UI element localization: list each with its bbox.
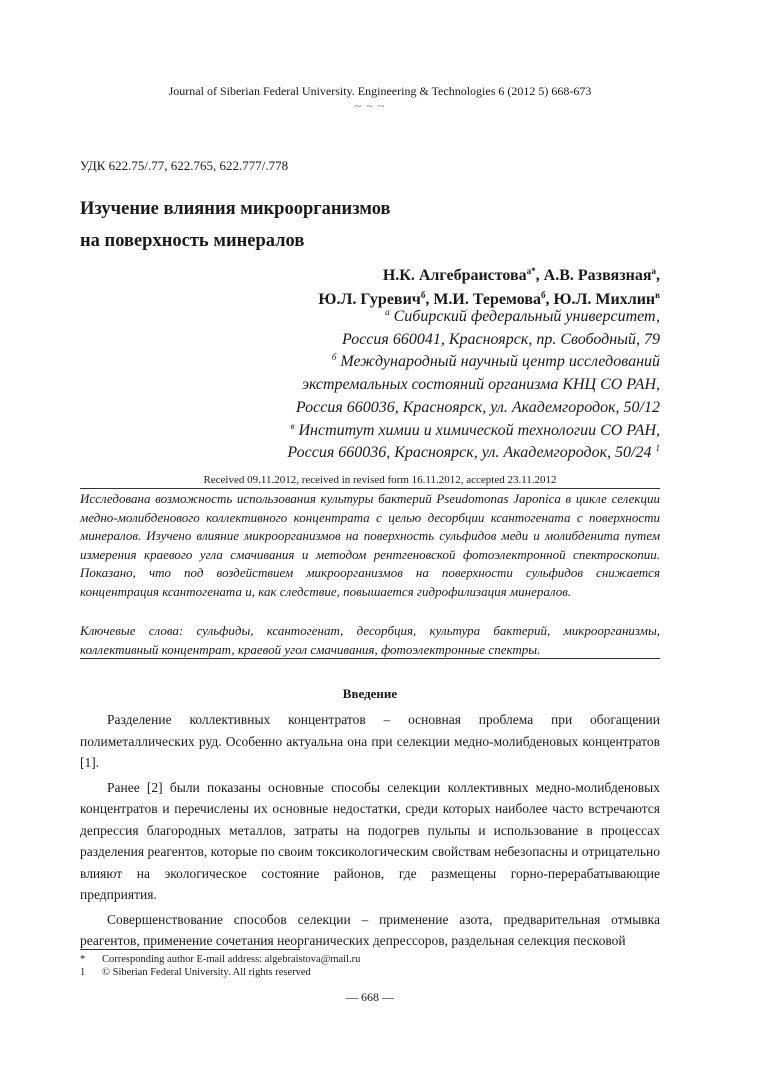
paragraph: Ранее [2] были показаны основные способы селекции коллективных медно-молибденовых концентратов и перечислены их основные недостатки, среди которых наиболее часто встречаются депрессия благородных металлов, затраты на подогрев пульпы и использование в процессах разделения реагентов, которые по своим токсикологическим свойствам небезопасны и отрицательно влияют на экологическое состояние районов, где размещены горно-перерабатывающие предприятия. — [80, 779, 660, 902]
title-line-2: на поверхность минералов — [80, 231, 305, 251]
affiliation-line — [287, 306, 660, 329]
affil-text: Россия 660036, Красноярск, ул. Академгородок, 50/24 — [287, 444, 656, 462]
paragraph: Разделение коллективных концентратов – основная проблема при обогащении полиметаллических руд. Особенно актуальна она при селекции медно-молибденовых концентратов [1]. — [80, 712, 660, 770]
author-name: , Ю.Л. Михлин — [545, 291, 656, 308]
author-separator: , — [656, 267, 660, 284]
affiliation-line: Россия 660041, Красноярск, пр. Свободный, 79 — [342, 330, 660, 348]
keywords: Ключевые слова: сульфиды, ксантогенат, десорбция, культура бактерий, микроорганизмы, коллективный концентрат, краевой угол смачивания, фотоэлектронные спектры. — [80, 623, 660, 657]
page-number: — 668 — — [346, 990, 394, 1004]
affiliation-list — [287, 306, 660, 465]
footnote — [80, 966, 311, 979]
author-name: Н.К. Алгебраистова — [382, 267, 527, 284]
author-name: Ю.Л. Гуревич — [318, 291, 421, 308]
received-dates: Received 09.11.2012, received in revised form 16.11.2012, accepted 23.11.2012 — [203, 474, 557, 486]
footnote — [80, 953, 360, 966]
author-name: , А.В. Развязная — [535, 267, 652, 284]
title-line-1: Изучение влияния микроорганизмов — [80, 199, 391, 219]
affil-text: Международный научный центр исследований — [336, 353, 660, 371]
affiliation-line — [287, 351, 660, 374]
abstract-top-rule — [80, 488, 660, 489]
footnote-ref: 1 — [655, 443, 660, 454]
author-affil-mark: б — [420, 290, 426, 300]
affil-text: Сибирский федеральный университет, — [389, 308, 660, 325]
affil-mark: в — [290, 420, 295, 431]
affiliation-line: экстремальных состояний организма КНЦ СО РАН, — [301, 376, 660, 394]
paragraph: Совершенствование способов селекции – применение азота, предварительная отмывка реагентов, применение сочетания неорганических депрессоров, раздельная селекция песковой — [80, 911, 660, 948]
author-name: , М.И. Теремова — [425, 291, 541, 308]
header-ornament: ~ ~ ~ — [354, 99, 386, 113]
footnote-mark: 1 — [80, 967, 86, 978]
footnote-text: © Siberian Federal University. All rights reserved — [102, 967, 311, 978]
affiliation-line — [287, 442, 660, 465]
author-list — [318, 264, 660, 312]
authors-line-1 — [318, 264, 660, 288]
body-text — [80, 709, 660, 955]
affil-text: Институт химии и химической технологии СО РАН, — [294, 421, 660, 439]
abstract-bottom-rule — [80, 658, 660, 659]
affiliation-line — [287, 420, 660, 443]
author-affil-mark: а — [651, 266, 656, 276]
footnote-text: Corresponding author E-mail address: algebraistova@mail.ru — [102, 954, 361, 965]
affiliation-line: Россия 660036, Красноярск, ул. Академгородок, 50/12 — [295, 398, 660, 416]
author-affil-mark: б — [540, 290, 546, 300]
affil-mark: а — [385, 307, 390, 317]
affil-mark: б — [331, 352, 337, 363]
author-affil-mark: в — [655, 290, 660, 300]
article-title — [80, 193, 391, 257]
footnote-rule — [80, 949, 300, 950]
abstract: Исследована возможность использования культуры бактерий Pseudomonas Japonica в цикле селекции медно-молибденового коллективного концентрата с целью десорбции ксантогената с поверхности минералов. Изучено влияние микроорганизмов на поверхность сульфидов меди и молибденита путем измерения краевого угла смачивания и методом рентгеновской фотоэлектронной спектроскопии. Показано, что под воздействием микроорганизмов на поверхности сульфидов снижается концентрация ксантогената и, как следствие, повышается гидрофилизация минералов. — [80, 491, 660, 599]
author-affil-mark: а* — [526, 266, 536, 276]
footnote-mark: * — [80, 954, 86, 965]
journal-header: Journal of Siberian Federal University. Engineering & Technologies 6 (2012 5) 668-673 — [168, 84, 592, 98]
section-heading: Введение — [342, 686, 398, 701]
udk-code: УДК 622.75/.77, 622.765, 622.777/.778 — [80, 158, 289, 173]
